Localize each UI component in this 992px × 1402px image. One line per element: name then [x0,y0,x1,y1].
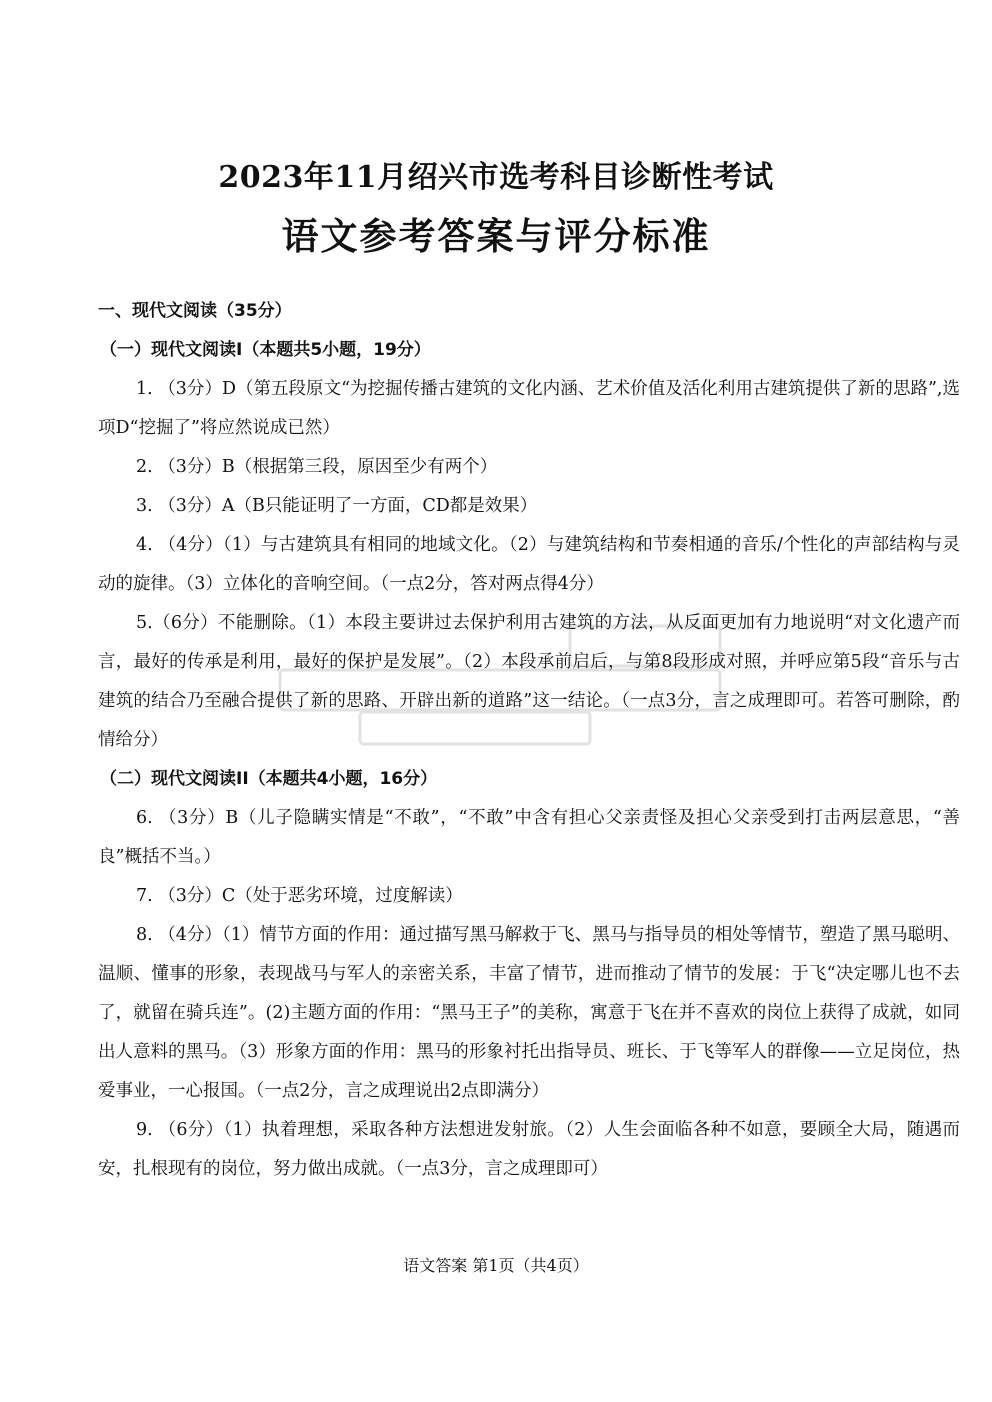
answer-item-4: 4. （4分）（1）与古建筑具有相同的地域文化。（2）与建筑结构和节奏相通的音乐/个性化的声部结构与灵动的旋律。（3）立体化的音响空间。（一点2分，答对两点得4分） [98,535,960,594]
answer-item-7: 7. （3分）C（处于恶劣环境，过度解读） [136,886,463,906]
answer-item-6: 6. （3分）B（儿子隐瞒实情是“不敢”，“不敢”中含有担心父亲责怪及担心父亲受到打击两层意思，“善良”概括不当。） [98,808,960,867]
answer-item-9: 9. （6分）（1）执着理想，采取各种方法想进发射旅。（2）人生会面临各种不如意，要顾全大局，随遇而安，扎根现有的岗位，努力做出成就。（一点3分，言之成理即可） [98,1120,960,1179]
document-subtitle: 语文参考答案与评分标准 [281,214,711,258]
section-heading: 一、现代文阅读（35分） [98,301,292,321]
part1-heading: （一）现代文阅读I（本题共5小题，19分） [100,340,431,360]
page-footer: 语文答案 第1页（共4页） [403,1256,589,1275]
answer-item-3: 3. （3分）A（B只能证明了一方面，CD都是效果） [136,496,538,516]
answer-content [98,292,960,1189]
answer-item-1: 1. （3分）D（第五段原文“为挖掘传播古建筑的文化内涵、艺术价值及活化利用古建筑提供了新的思路”,选项D“挖掘了”将应然说成已然） [98,379,960,438]
part2-heading: （二）现代文阅读II（本题共4小题，16分） [100,769,438,789]
answer-item-8: 8. （4分）（1）情节方面的作用：通过描写黑马解救于飞、黑马与指导员的相处等情节，塑造了黑马聪明、温顺、懂事的形象，表现战马与军人的亲密关系，丰富了情节，进而推动了情节的发展：于飞“决定哪儿也不去了，就留在骑兵连”。(2)主题方面的作用：“黑马王子”的美称，寓意于飞在并不喜欢的岗位上获得了成就，如同出人意料的黑马。（3）形象方面的作用：黑马的形象衬托出指导员、班长、于飞等军人的群像——立足岗位，热爱事业，一心报国。（一点2分，言之成理说出2点即满分） [98,925,960,1101]
answer-item-5: 5.（6分）不能删除。（1）本段主要讲过去保护利用古建筑的方法，从反面更加有力地说明“对文化遗产而言，最好的传承是利用，最好的保护是发展”。（2）本段承前启后，与第8段形成对照，并呼应第5段“音乐与古建筑的结合乃至融合提供了新的思路、开辟出新的道路”这一结论。（一点3分，言之成理即可。若答可删除，酌情给分） [98,613,960,750]
answer-item-2: 2. （3分）B（根据第三段，原因至少有两个） [136,457,498,477]
exam-title: 2023年11月绍兴市选考科目诊断性考试 [218,160,774,195]
